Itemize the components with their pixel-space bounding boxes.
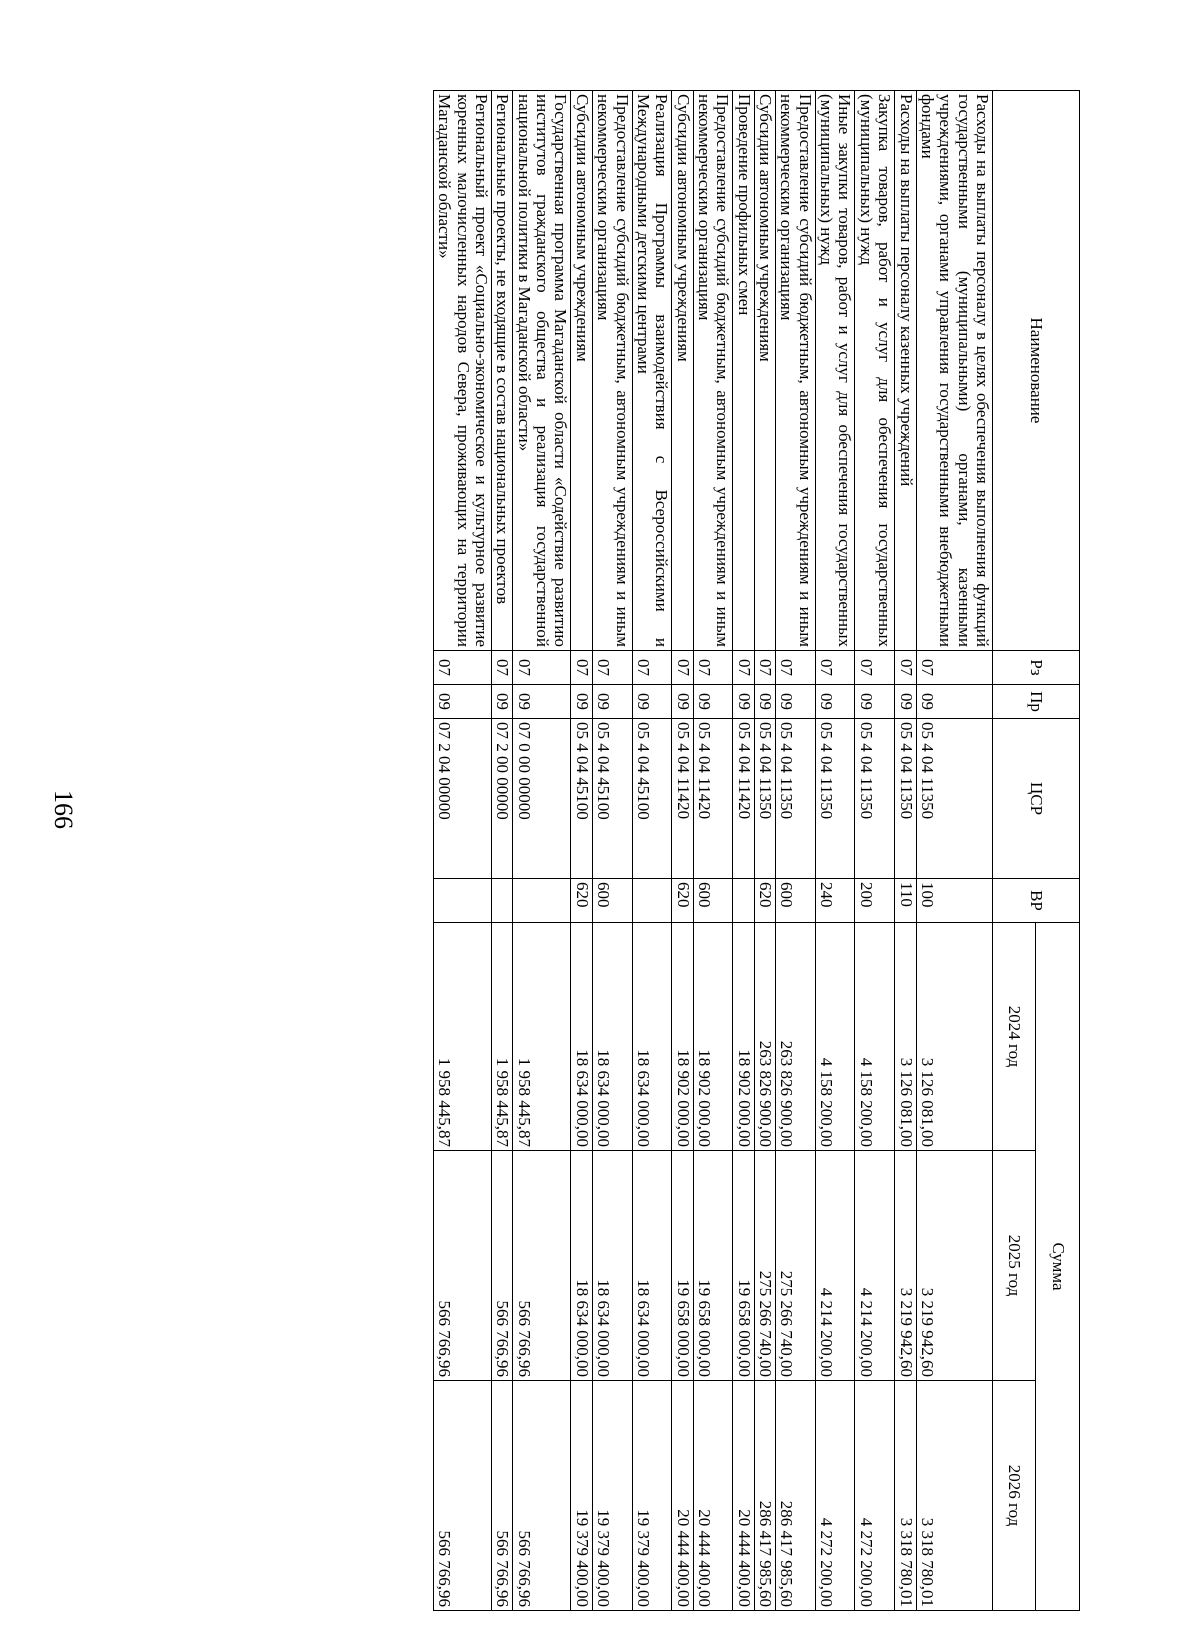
row-pr: 09 bbox=[895, 685, 916, 719]
row-2025: 3 219 942,60 bbox=[916, 1151, 992, 1381]
row-pr: 09 bbox=[672, 685, 693, 719]
row-pr: 09 bbox=[776, 685, 816, 719]
row-csr: 05 4 04 11420 bbox=[672, 719, 693, 879]
row-2026: 20 444 400,00 bbox=[733, 1381, 754, 1611]
row-2026: 4 272 200,00 bbox=[855, 1381, 895, 1611]
table-row bbox=[571, 91, 592, 1611]
row-2026: 3 318 780,01 bbox=[916, 1381, 992, 1611]
row-2025: 566 766,96 bbox=[513, 1151, 571, 1381]
row-2025: 19 658 000,00 bbox=[672, 1151, 693, 1381]
table-row bbox=[672, 91, 693, 1611]
row-2025: 19 658 000,00 bbox=[733, 1151, 754, 1381]
header-name: Наименование bbox=[993, 91, 1080, 651]
row-rz: 07 bbox=[632, 651, 672, 685]
row-2024: 18 902 000,00 bbox=[693, 923, 733, 1151]
row-csr: 05 4 04 11350 bbox=[855, 719, 895, 879]
row-name: Предоставление субсидий бюджетным, автономным учреждениям и иным некоммерческим организациям bbox=[592, 91, 632, 651]
row-rz: 07 bbox=[754, 651, 775, 685]
row-vr bbox=[513, 879, 571, 923]
row-name: Расходы на выплаты персоналу казенных учреждений bbox=[895, 91, 916, 651]
row-vr: 600 bbox=[693, 879, 733, 923]
row-name: Субсидии автономным учреждениям bbox=[754, 91, 775, 651]
table-row bbox=[776, 91, 816, 1611]
row-vr: 200 bbox=[855, 879, 895, 923]
row-csr: 07 2 04 00000 bbox=[433, 719, 491, 879]
row-2026: 20 444 400,00 bbox=[672, 1381, 693, 1611]
header-2024: 2024 год bbox=[993, 923, 1037, 1151]
row-2024: 18 634 000,00 bbox=[592, 923, 632, 1151]
row-2026: 19 379 400,00 bbox=[571, 1381, 592, 1611]
row-2026: 20 444 400,00 bbox=[693, 1381, 733, 1611]
table-row bbox=[815, 91, 855, 1611]
row-vr: 620 bbox=[672, 879, 693, 923]
table-row bbox=[632, 91, 672, 1611]
row-csr: 05 4 04 11350 bbox=[754, 719, 775, 879]
row-rz: 07 bbox=[855, 651, 895, 685]
row-vr bbox=[632, 879, 672, 923]
row-2024: 18 902 000,00 bbox=[733, 923, 754, 1151]
row-name: Предоставление субсидий бюджетным, автономным учреждениям и иным некоммерческим организациям bbox=[776, 91, 816, 651]
table-row bbox=[855, 91, 895, 1611]
row-2026: 19 379 400,00 bbox=[592, 1381, 632, 1611]
row-csr: 07 0 00 00000 bbox=[513, 719, 571, 879]
row-2024: 3 126 081,00 bbox=[916, 923, 992, 1151]
row-csr: 05 4 04 45100 bbox=[632, 719, 672, 879]
header-sum: Сумма bbox=[1036, 923, 1080, 1611]
row-2025: 18 634 000,00 bbox=[571, 1151, 592, 1381]
row-pr: 09 bbox=[513, 685, 571, 719]
row-pr: 09 bbox=[693, 685, 733, 719]
row-rz: 07 bbox=[815, 651, 855, 685]
row-rz: 07 bbox=[592, 651, 632, 685]
row-vr: 600 bbox=[776, 879, 816, 923]
row-name: Предоставление субсидий бюджетным, автономным учреждениям и иным некоммерческим организациям bbox=[693, 91, 733, 651]
row-2026: 566 766,96 bbox=[513, 1381, 571, 1611]
row-2024: 18 634 000,00 bbox=[571, 923, 592, 1151]
row-name: Субсидии автономным учреждениям bbox=[672, 91, 693, 651]
row-2026: 566 766,96 bbox=[433, 1381, 491, 1611]
table-row bbox=[433, 91, 491, 1611]
row-name: Государственная программа Магаданской области «Содействие развитию институтов гражданского общества и реализация государственной национальной политики в Магаданской области» bbox=[513, 91, 571, 651]
header-csr: ЦСР bbox=[993, 719, 1080, 879]
row-name: Региональные проекты, не входящие в состав национальных проектов bbox=[492, 91, 513, 651]
table-row bbox=[513, 91, 571, 1611]
row-rz: 07 bbox=[571, 651, 592, 685]
row-name: Иные закупки товаров, работ и услуг для обеспечения государственных (муниципальных) нужд bbox=[815, 91, 855, 651]
row-pr: 09 bbox=[916, 685, 992, 719]
row-csr: 05 4 04 11350 bbox=[815, 719, 855, 879]
row-2024: 263 826 900,00 bbox=[776, 923, 816, 1151]
row-2026: 19 379 400,00 bbox=[632, 1381, 672, 1611]
row-csr: 05 4 04 11350 bbox=[895, 719, 916, 879]
row-2026: 286 417 985,60 bbox=[776, 1381, 816, 1611]
table-row bbox=[754, 91, 775, 1611]
row-rz: 07 bbox=[916, 651, 992, 685]
row-2025: 19 658 000,00 bbox=[693, 1151, 733, 1381]
row-2025: 18 634 000,00 bbox=[632, 1151, 672, 1381]
page-number: 166 bbox=[49, 790, 78, 829]
row-2026: 3 318 780,01 bbox=[895, 1381, 916, 1611]
row-2025: 3 219 942,60 bbox=[895, 1151, 916, 1381]
row-pr: 09 bbox=[855, 685, 895, 719]
rotated-budget-table bbox=[180, 90, 1080, 1610]
row-pr: 09 bbox=[632, 685, 672, 719]
row-vr bbox=[492, 879, 513, 923]
row-csr: 07 2 00 00000 bbox=[492, 719, 513, 879]
row-vr bbox=[733, 879, 754, 923]
row-2024: 18 902 000,00 bbox=[672, 923, 693, 1151]
budget-table bbox=[433, 90, 1080, 1611]
header-pr: Пр bbox=[993, 685, 1080, 719]
row-rz: 07 bbox=[513, 651, 571, 685]
row-vr: 100 bbox=[916, 879, 992, 923]
row-2024: 263 826 900,00 bbox=[754, 923, 775, 1151]
header-rz: Рз bbox=[993, 651, 1080, 685]
row-2025: 4 214 200,00 bbox=[815, 1151, 855, 1381]
row-vr: 110 bbox=[895, 879, 916, 923]
table-row bbox=[895, 91, 916, 1611]
row-2024: 4 158 200,00 bbox=[815, 923, 855, 1151]
table-row bbox=[916, 91, 992, 1611]
row-csr: 05 4 04 11350 bbox=[916, 719, 992, 879]
row-vr: 240 bbox=[815, 879, 855, 923]
row-pr: 09 bbox=[592, 685, 632, 719]
row-2025: 275 266 740,00 bbox=[776, 1151, 816, 1381]
row-2024: 3 126 081,00 bbox=[895, 923, 916, 1151]
row-rz: 07 bbox=[693, 651, 733, 685]
row-csr: 05 4 04 11420 bbox=[733, 719, 754, 879]
row-name: Закупка товаров, работ и услуг для обеспечения государственных (муниципальных) нужд bbox=[855, 91, 895, 651]
row-pr: 09 bbox=[733, 685, 754, 719]
table-row bbox=[693, 91, 733, 1611]
row-pr: 09 bbox=[815, 685, 855, 719]
row-pr: 09 bbox=[571, 685, 592, 719]
row-csr: 05 4 04 11420 bbox=[693, 719, 733, 879]
row-2024: 18 634 000,00 bbox=[632, 923, 672, 1151]
row-pr: 09 bbox=[754, 685, 775, 719]
row-name: Проведение профильных смен bbox=[733, 91, 754, 651]
row-csr: 05 4 04 45100 bbox=[571, 719, 592, 879]
table-row bbox=[492, 91, 513, 1611]
row-pr: 09 bbox=[433, 685, 491, 719]
row-2024: 1 958 445,87 bbox=[433, 923, 491, 1151]
row-rz: 07 bbox=[776, 651, 816, 685]
row-2025: 566 766,96 bbox=[433, 1151, 491, 1381]
row-vr: 620 bbox=[754, 879, 775, 923]
row-vr: 620 bbox=[571, 879, 592, 923]
row-2025: 18 634 000,00 bbox=[592, 1151, 632, 1381]
row-2024: 1 958 445,87 bbox=[492, 923, 513, 1151]
header-vr: ВР bbox=[993, 879, 1080, 923]
row-rz: 07 bbox=[433, 651, 491, 685]
header-2026: 2026 год bbox=[993, 1381, 1037, 1611]
row-rz: 07 bbox=[492, 651, 513, 685]
row-vr bbox=[433, 879, 491, 923]
row-name: Региональный проект «Социально-экономическое и культурное развитие коренных малочисленных народов Севера, проживающих на территории Магаданской области» bbox=[433, 91, 491, 651]
header-2025: 2025 год bbox=[993, 1151, 1037, 1381]
table-row bbox=[592, 91, 632, 1611]
row-name: Субсидии автономным учреждениям bbox=[571, 91, 592, 651]
row-csr: 05 4 04 11350 bbox=[776, 719, 816, 879]
row-2025: 4 214 200,00 bbox=[855, 1151, 895, 1381]
row-rz: 07 bbox=[895, 651, 916, 685]
table-body bbox=[433, 91, 992, 1611]
row-2025: 275 266 740,00 bbox=[754, 1151, 775, 1381]
row-2026: 286 417 985,60 bbox=[754, 1381, 775, 1611]
row-csr: 05 4 04 45100 bbox=[592, 719, 632, 879]
row-2026: 4 272 200,00 bbox=[815, 1381, 855, 1611]
table-row bbox=[733, 91, 754, 1611]
row-rz: 07 bbox=[672, 651, 693, 685]
row-vr: 600 bbox=[592, 879, 632, 923]
row-2024: 1 958 445,87 bbox=[513, 923, 571, 1151]
row-2026: 566 766,96 bbox=[492, 1381, 513, 1611]
row-name: Расходы на выплаты персоналу в целях обеспечения выполнения функций государственными (муниципальными) органами, казенными учреждениями, органами управления государственными внебюджетными фондами bbox=[916, 91, 992, 651]
row-2025: 566 766,96 bbox=[492, 1151, 513, 1381]
row-pr: 09 bbox=[492, 685, 513, 719]
row-name: Реализация Программы взаимодействия с Всероссийскими и Международными детскими центрами bbox=[632, 91, 672, 651]
row-2024: 4 158 200,00 bbox=[855, 923, 895, 1151]
row-rz: 07 bbox=[733, 651, 754, 685]
